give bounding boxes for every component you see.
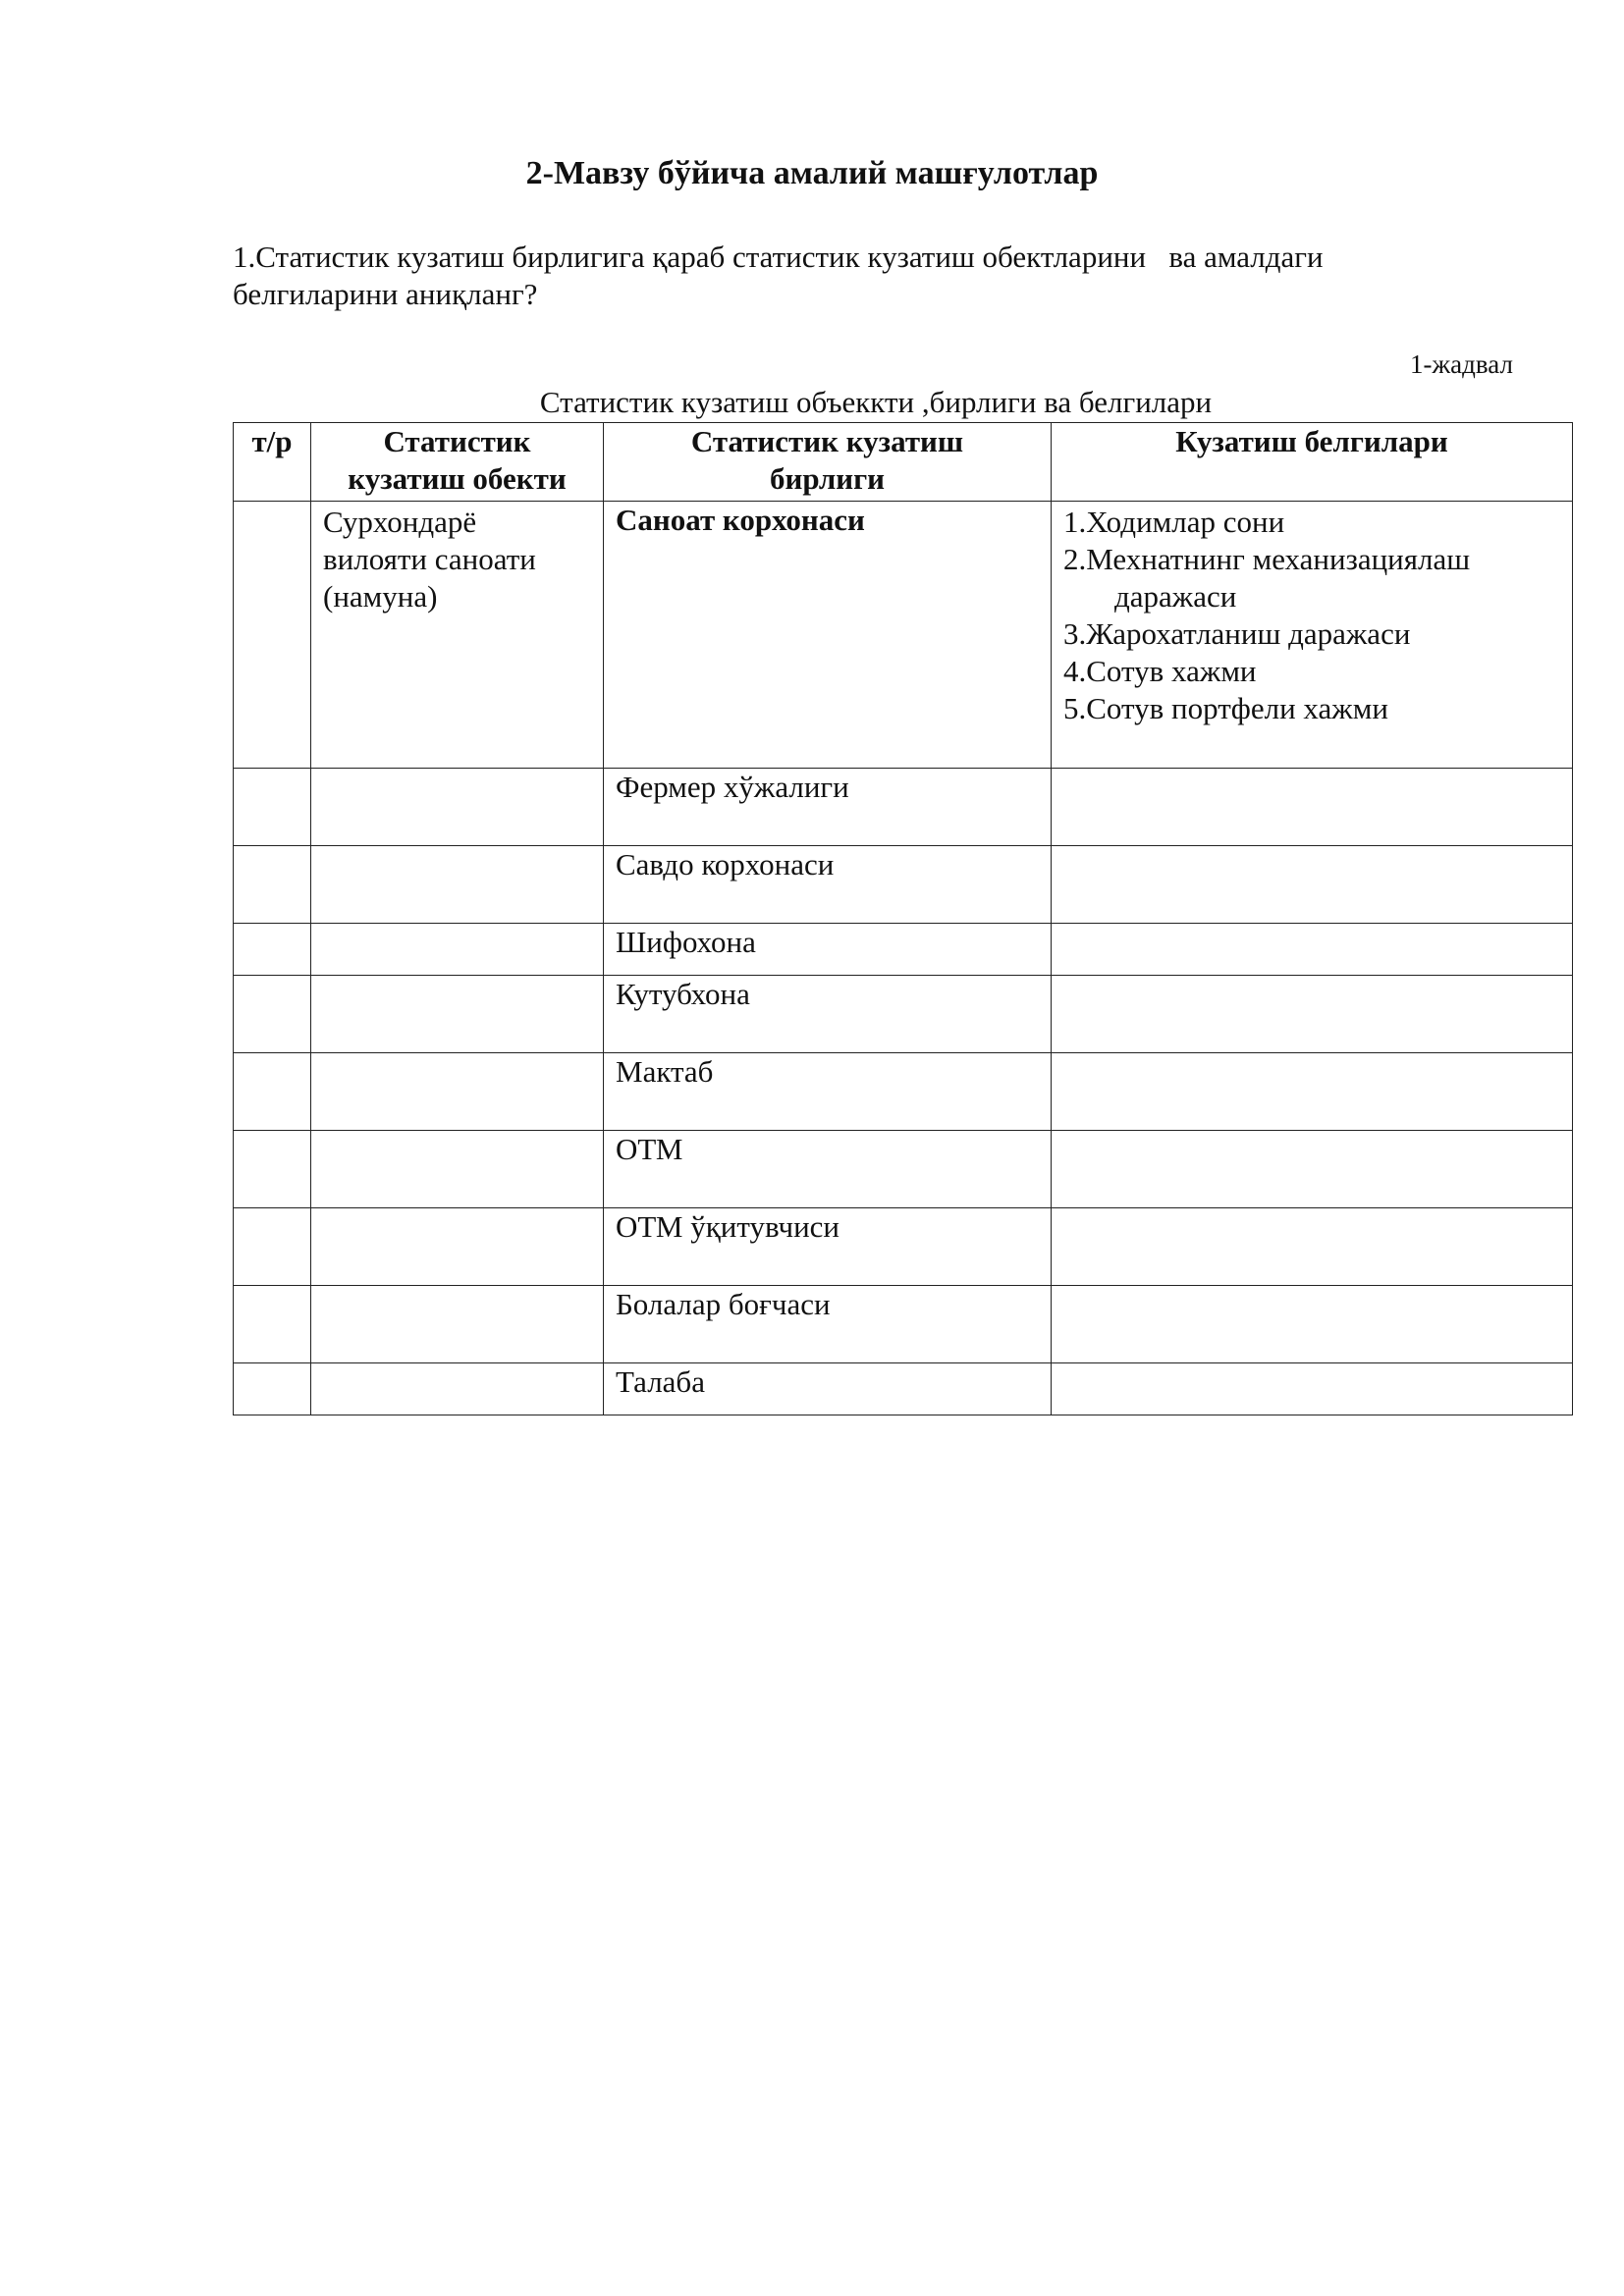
- table-row: [234, 976, 1573, 1053]
- cell-object: Сурхондарё вилояти саноати (намуна): [311, 502, 604, 769]
- cell-unit: Талаба: [604, 1363, 1052, 1415]
- page-title: 2-Мавзу бўйича амалий машғулотлар: [525, 155, 1099, 191]
- cell-unit: ОТМ ўқитувчиси: [604, 1208, 1052, 1286]
- table-row: [234, 1363, 1573, 1415]
- task-line-1: 1.Статистик кузатиш бирлигига қараб статистик кузатиш обектларини ва амалдаги: [233, 240, 1324, 274]
- cell-unit: ОТМ: [604, 1131, 1052, 1208]
- table-row: [234, 1286, 1573, 1363]
- header-number: т/р: [234, 423, 311, 502]
- cell-unit: Савдо корхонаси: [604, 846, 1052, 924]
- header-features: Кузатиш белгилари: [1052, 423, 1573, 502]
- header-object: Статистик кузатиш обекти: [311, 423, 604, 502]
- cell-unit: Кутубхона: [604, 976, 1052, 1053]
- table-row: [234, 846, 1573, 924]
- cell-unit: Мактаб: [604, 1053, 1052, 1131]
- header-unit: Статистик кузатиш бирлиги: [604, 423, 1052, 502]
- table-row: [234, 502, 1573, 769]
- table-row: [234, 1053, 1573, 1131]
- cell-unit: Саноат корхонаси: [604, 502, 1052, 769]
- table-number: 1-жадвал: [1410, 349, 1513, 379]
- cell-unit: Шифохона: [604, 924, 1052, 976]
- table-header-row: [234, 423, 1573, 502]
- observation-table: [233, 422, 1573, 1415]
- cell-unit: Фермер хўжалиги: [604, 769, 1052, 846]
- table-row: [234, 1208, 1573, 1286]
- cell-number: [234, 502, 311, 769]
- cell-features: 1.Ходимлар сони 2.Мехнатнинг механизациялаш даражаси 3.Жарохатланиш даражаси 4.Сотув хажми 5.Сотув портфели хажми: [1052, 502, 1573, 769]
- cell-unit: Болалар боғчаси: [604, 1286, 1052, 1363]
- table-row: [234, 1131, 1573, 1208]
- table-row: [234, 924, 1573, 976]
- table-caption: Статистик кузатиш объеккти ,бирлиги ва белгилари: [539, 385, 1213, 419]
- task-text: [233, 239, 1539, 313]
- task-line-2: белгиларини аниқланг?: [233, 277, 538, 311]
- table-row: [234, 769, 1573, 846]
